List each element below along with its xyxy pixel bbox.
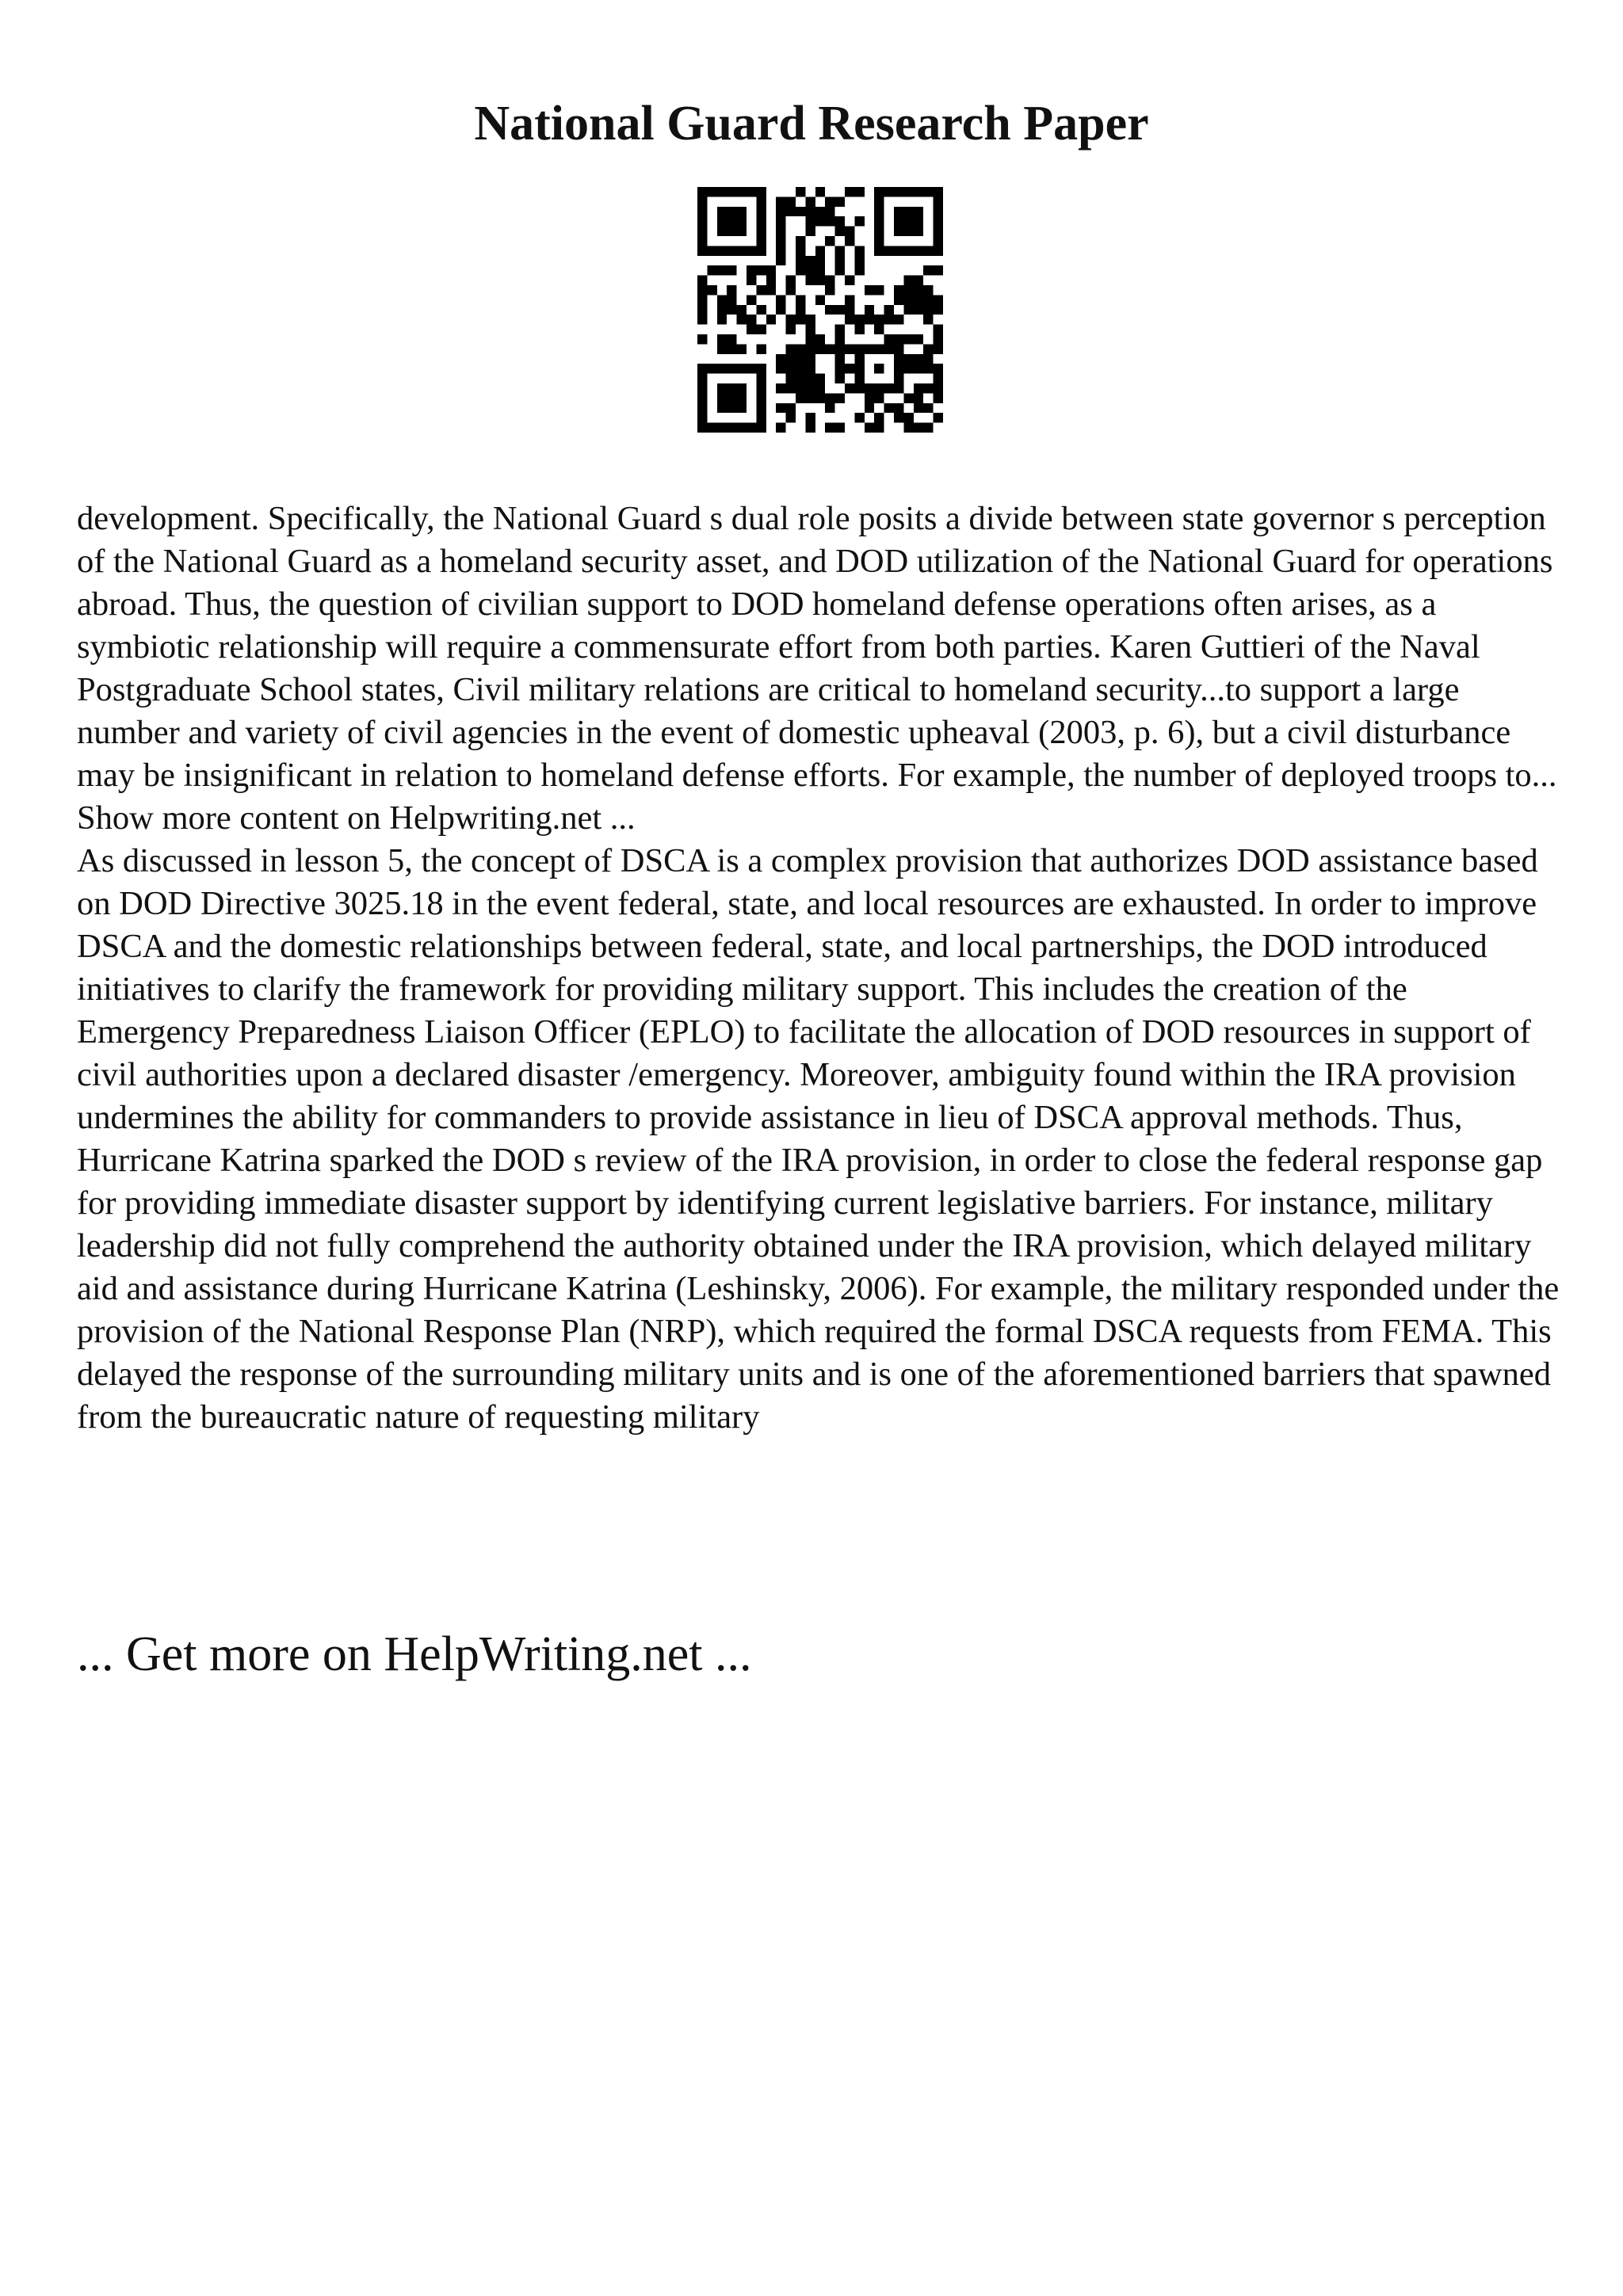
get-more-link[interactable]: ... Get more on HelpWriting.net ... xyxy=(77,1627,752,1681)
paragraph: development. Specifically, the National Guard s dual role posits a divide between state governor s perception of the National Guard as a homeland security asset, and DOD utilization of the National Guard for operations abroad. Thus, the question of civilian support to DOD homeland defense operations often arises, as a symbiotic relationship will require a commensurate effort from both parties. Karen Guttieri of the Naval Postgraduate School states, Civil military relations are critical to homeland security...to support a large number and variety of civil agencies in the event of domestic upheaval (2003, p. 6), but a civil disturbance may be insignificant in relation to homeland defense efforts. For example, the number of deployed troops to... Show more content on Helpwriting.net ... xyxy=(77,500,1557,837)
paragraph: As discussed in lesson 5, the concept of DSCA is a complex provision that authorizes DOD assistance based on DOD Directive 3025.18 in the event federal, state, and local resources are exhausted. In order to improve DSCA and the domestic relationships between federal, state, and local partnerships, the DOD introduced initiatives to clarify the framework for providing military support. This includes the creation of the Emergency Preparedness Liaison Officer (EPLO) to facilitate the allocation of DOD resources in support of civil authorities upon a declared disaster /emergency. Moreover, ambiguity found within the IRA provision undermines the ability for commanders to provide assistance in lieu of DSCA approval methods. Thus, Hurricane Katrina sparked the DOD s review of the IRA provision, in order to close the federal response gap for providing immediate disaster support by identifying current legislative barriers. For instance, military leadership did not fully comprehend the authority obtained under the IRA provision, which delayed military aid and assistance during Hurricane Katrina (Leshinsky, 2006). For example, the military responded under the provision of the National Response Plan (NRP), which required the formal DSCA requests from FEMA. This delayed the response of the surrounding military units and is one of the aforementioned barriers that spawned from the bureaucratic nature of requesting military xyxy=(77,842,1560,1436)
page-title: National Guard Research Paper xyxy=(474,97,1149,151)
document-body xyxy=(77,498,1567,1439)
qr-code-icon xyxy=(697,187,943,433)
